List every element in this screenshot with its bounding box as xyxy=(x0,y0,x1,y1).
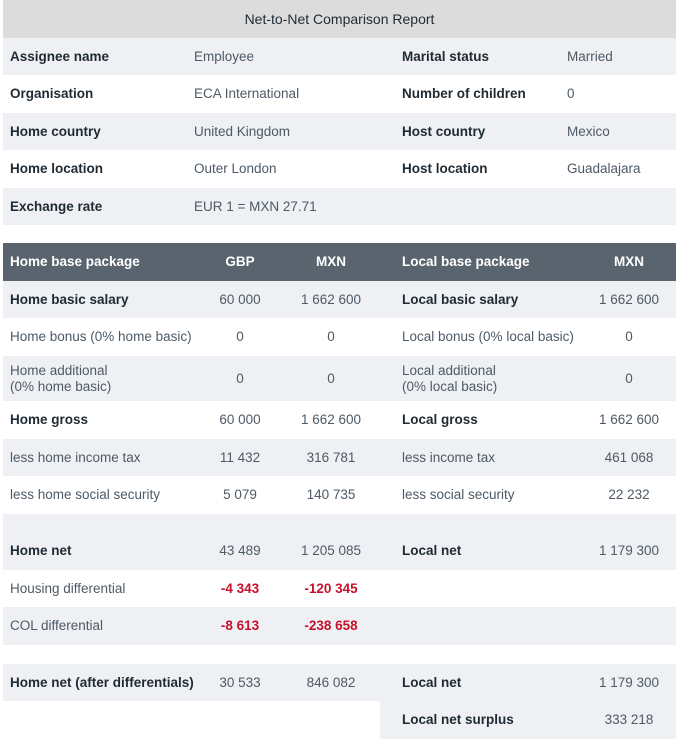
gbp-value: -4 343 xyxy=(220,580,260,596)
info-row-country xyxy=(3,113,676,150)
home-item: Home net (after differentials) xyxy=(10,674,194,690)
local-item: Local bonus (0% local basic) xyxy=(402,329,574,344)
info-row-assignee xyxy=(3,38,676,75)
spacer-row xyxy=(3,514,676,532)
local-mxn-value: 461 068 xyxy=(604,449,654,465)
table-row xyxy=(3,607,676,645)
report-title: Net-to-Net Comparison Report xyxy=(3,0,676,38)
home-item: Home bonus (0% home basic) xyxy=(10,329,192,344)
table-row xyxy=(3,664,676,701)
gbp-value: -8 613 xyxy=(220,618,260,633)
mxn-value: 0 xyxy=(327,370,335,386)
surplus-value: 333 218 xyxy=(604,712,654,727)
local-item: Local basic salary xyxy=(402,291,519,307)
info-value: ECA International xyxy=(194,86,300,101)
surplus-label: Local net surplus xyxy=(402,712,514,727)
local-mxn-value: 1 179 300 xyxy=(598,543,660,558)
info-label: Number of children xyxy=(402,86,526,101)
info-value: Guadalajara xyxy=(567,161,641,176)
mxn-value: 140 735 xyxy=(306,487,356,502)
info-label: Organisation xyxy=(10,86,94,101)
info-value: EUR 1 = MXN 27.71 xyxy=(194,198,317,214)
home-item: Housing differential xyxy=(10,580,126,596)
gbp-value: 30 533 xyxy=(219,674,261,690)
info-value: Mexico xyxy=(567,123,610,139)
local-item: Local additional (0% local basic) xyxy=(402,362,498,394)
local-mxn-value: 1 662 600 xyxy=(598,412,660,427)
mxn-value: 1 205 085 xyxy=(300,543,362,558)
header-home-package: Home base package xyxy=(10,254,140,269)
local-item: less income tax xyxy=(402,449,496,465)
home-item: COL differential xyxy=(10,618,104,633)
local-item: Local gross xyxy=(402,412,478,427)
spacer-row xyxy=(3,645,676,664)
table-row xyxy=(3,476,676,514)
mxn-value: 846 082 xyxy=(306,674,356,690)
info-value: 0 xyxy=(567,86,575,101)
info-label: Home location xyxy=(10,161,104,176)
gbp-value: 11 432 xyxy=(219,449,261,465)
info-label: Host country xyxy=(402,123,486,139)
header-gbp: GBP xyxy=(225,254,255,269)
info-row-exchange-rate xyxy=(3,188,676,225)
local-mxn-value: 0 xyxy=(625,329,633,344)
home-item: Home basic salary xyxy=(10,291,129,307)
info-row-organisation xyxy=(3,75,676,113)
mxn-value: 316 781 xyxy=(306,449,356,465)
info-label: Exchange rate xyxy=(10,198,103,214)
package-table-header xyxy=(3,243,676,281)
local-net-surplus-row xyxy=(380,701,676,739)
local-mxn-value: 1 662 600 xyxy=(598,291,660,307)
home-item: Home net xyxy=(10,543,72,558)
gbp-value: 60 000 xyxy=(219,291,261,307)
info-value: Married xyxy=(567,48,613,64)
info-label: Marital status xyxy=(402,48,490,64)
table-row xyxy=(3,401,676,439)
local-mxn-value: 22 232 xyxy=(608,487,650,502)
mxn-value: -238 658 xyxy=(304,618,358,633)
home-item: Home additional (0% home basic) xyxy=(10,362,112,394)
home-item: less home social security xyxy=(10,487,161,502)
local-mxn-value: 0 xyxy=(625,370,633,386)
table-row xyxy=(3,356,676,401)
info-label: Home country xyxy=(10,123,101,139)
table-row xyxy=(3,281,676,318)
gbp-value: 60 000 xyxy=(219,412,261,427)
table-row xyxy=(3,570,676,607)
local-item: less social security xyxy=(402,487,515,502)
home-item: less home income tax xyxy=(10,449,141,465)
gbp-value: 5 079 xyxy=(223,487,257,502)
info-value: Outer London xyxy=(194,161,277,176)
info-value: United Kingdom xyxy=(194,123,291,139)
gbp-value: 43 489 xyxy=(219,543,261,558)
info-row-location xyxy=(3,150,676,188)
gbp-value: 0 xyxy=(236,329,244,344)
local-item: Local net xyxy=(402,543,462,558)
header-local-mxn: MXN xyxy=(614,254,644,269)
header-local-package: Local base package xyxy=(402,254,530,269)
home-item: Home gross xyxy=(10,412,89,427)
info-label: Assignee name xyxy=(10,48,110,64)
gbp-value: 0 xyxy=(236,370,244,386)
table-row xyxy=(3,532,676,570)
table-row xyxy=(3,318,676,356)
mxn-value: 0 xyxy=(327,329,335,344)
info-label: Host location xyxy=(402,161,488,176)
mxn-value: 1 662 600 xyxy=(300,291,362,307)
local-item: Local net xyxy=(402,674,462,690)
header-mxn: MXN xyxy=(316,254,346,269)
table-row xyxy=(3,439,676,476)
local-mxn-value: 1 179 300 xyxy=(598,674,660,690)
mxn-value: 1 662 600 xyxy=(300,412,362,427)
mxn-value: -120 345 xyxy=(304,580,358,596)
info-value: Employee xyxy=(194,48,255,64)
